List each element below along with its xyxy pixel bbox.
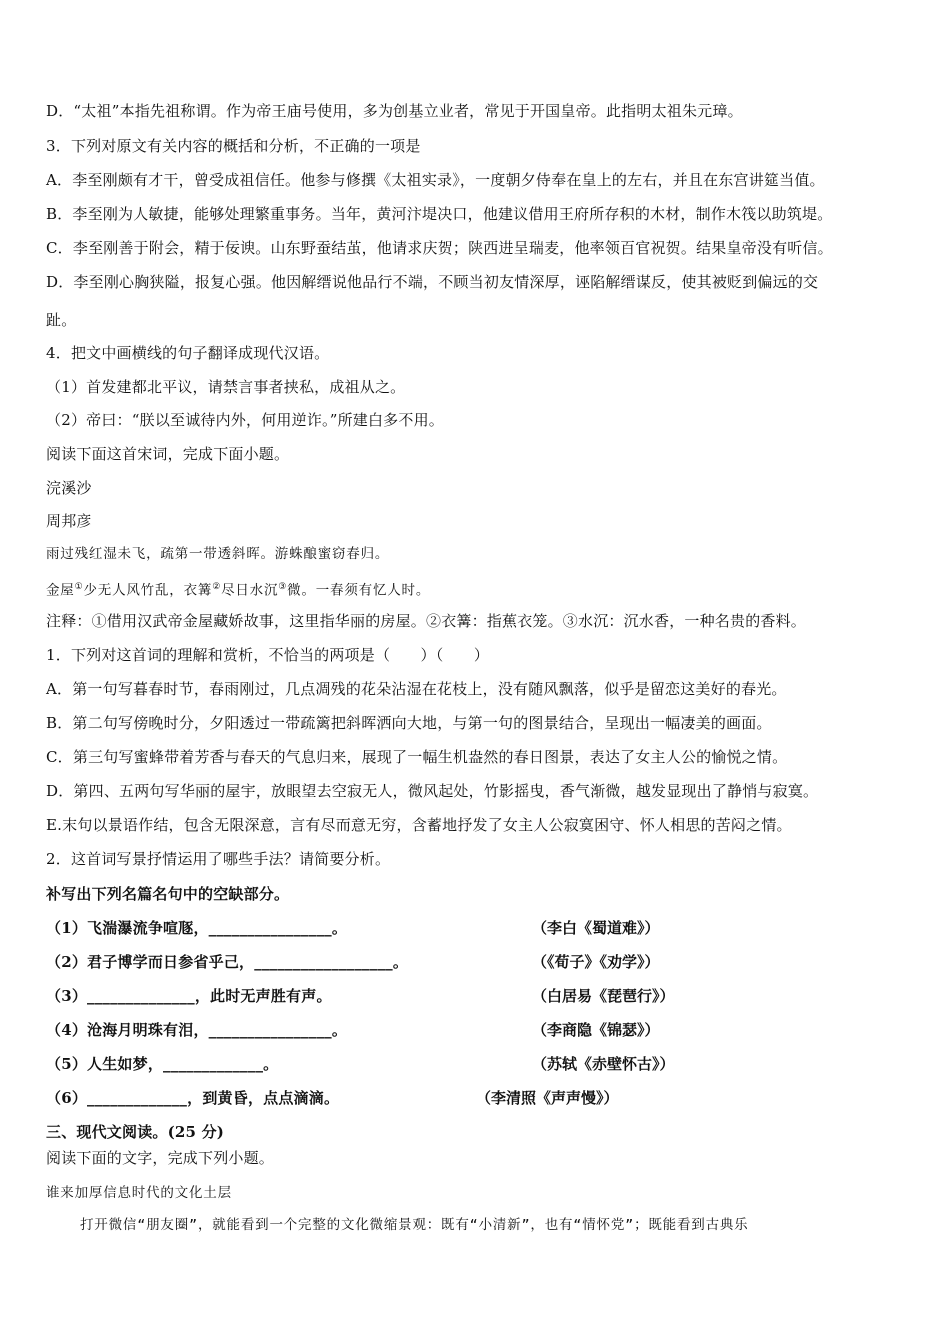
fill-source-3: （白居易《琵琶行》） xyxy=(532,987,675,1005)
section-3-heading: 三、现代文阅读。(25 分) xyxy=(46,1123,225,1141)
q4-sentence-1: （1）首发建都北平议，请禁言事者挟私，成祖从之。 xyxy=(46,378,406,396)
q4-stem: 4．把文中画横线的句子翻译成现代汉语。 xyxy=(46,344,330,362)
q2-option-d: D．“太祖”本指先祖称谓。作为帝王庙号使用，多为创基立业者，常见于开国皇帝。此指明太祖朱元璋。 xyxy=(46,102,743,120)
note-mark-2: ② xyxy=(212,582,222,592)
poem-q1-option-d: D．第四、五两句写华丽的屋宇，放眼望去空寂无人，微风起处，竹影摇曳，香气渐微，越发显现出了静悄与寂寞。 xyxy=(46,782,819,800)
note-mark-3: ③ xyxy=(278,582,288,592)
poem-q1-option-a: A．第一句写暮春时节，春雨刚过，几点凋残的花朵沾湿在花枝上，没有随风飘落，似乎是留恋这美好的春光。 xyxy=(46,680,787,698)
poem-q1-option-b: B．第二句写傍晚时分，夕阳透过一带疏篱把斜晖洒向大地，与第一句的图景结合，呈现出一幅凄美的画面。 xyxy=(46,714,772,732)
fill-source-5: （苏轼《赤壁怀古》） xyxy=(532,1055,675,1073)
q3-stem: 3．下列对原文有关内容的概括和分析，不正确的一项是 xyxy=(46,137,421,155)
fill-item-3: （3）______________，此时无声胜有声。 xyxy=(46,987,332,1005)
poem-line-1: 雨过残红湿未飞，疏第一带透斜晖。游蛛酿蜜窃春归。 xyxy=(46,546,390,562)
poem-title: 浣溪沙 xyxy=(46,479,92,497)
poem-line-2: 金屋①少无人风竹乱，衣篝②尽日水沉③微。一春须有忆人时。 xyxy=(46,582,431,599)
article-paragraph-1: 打开微信“朋友圈”，就能看到一个完整的文化微缩景观：既有“小清新”，也有“情怀党”；既能看到古典乐 xyxy=(80,1217,749,1233)
fill-source-6: （李清照《声声慢》） xyxy=(476,1089,619,1107)
q3-option-b: B．李至刚为人敏捷，能够处理繁重事务。当年，黄河汴堤决口，他建议借用王府所存积的木材，制作木筏以助筑堤。 xyxy=(46,205,833,223)
q4-sentence-2: （2）帝曰：“朕以至诚待内外，何用逆诈。”所建白多不用。 xyxy=(46,411,444,429)
fill-item-5: （5）人生如梦，_____________。 xyxy=(46,1055,279,1073)
q3-option-d-cont: 趾。 xyxy=(46,311,77,329)
fill-source-4: （李商隐《锦瑟》） xyxy=(532,1021,660,1039)
poem-notes: 注释：①借用汉武帝金屋藏娇故事，这里指华丽的房屋。②衣篝：指蕉衣笼。③水沉：沉水香，一种名贵的香料。 xyxy=(46,612,807,630)
section-3-intro: 阅读下面的文字，完成下列小题。 xyxy=(46,1149,275,1167)
fill-source-1: （李白《蜀道难》） xyxy=(532,919,660,937)
fill-item-6: （6）_____________，到黄昏，点点滴滴。 xyxy=(46,1089,340,1107)
article-title: 谁来加厚信息时代的文化土层 xyxy=(46,1185,232,1201)
fill-item-2: （2）君子博学而日参省乎己，__________________。 xyxy=(46,953,409,971)
fill-item-4: （4）沧海月明珠有泪，________________。 xyxy=(46,1021,348,1039)
q3-option-d: D．李至刚心胸狭隘，报复心强。他因解缙说他品行不端，不顾当初友情深厚，诬陷解缙谋反，使其被贬到偏远的交 xyxy=(46,273,819,291)
poem-q1-option-c: C．第三句写蜜蜂带着芳香与春天的气息归来，展现了一幅生机盎然的春日图景，表达了女主人公的愉悦之情。 xyxy=(46,748,788,766)
poem-q1-option-e: E.末句以景语作结，包含无限深意，言有尽而意无穷，含蓄地抒发了女主人公寂寞困守、怀人相思的苦闷之情。 xyxy=(46,816,792,834)
fill-item-1: （1）飞湍瀑流争喧豗，________________。 xyxy=(46,919,348,937)
poem-intro: 阅读下面这首宋词，完成下面小题。 xyxy=(46,445,290,463)
poem-author: 周邦彦 xyxy=(46,512,92,530)
fill-source-2: （《荀子》《劝学》） xyxy=(532,953,660,971)
note-mark-1: ① xyxy=(74,582,84,592)
fill-heading: 补写出下列名篇名句中的空缺部分。 xyxy=(46,885,290,903)
q3-option-c: C．李至刚善于附会，精于佞谀。山东野蚕结茧，他请求庆贺；陕西进呈瑞麦，他率领百官祝贺。结果皇帝没有听信。 xyxy=(46,239,833,257)
poem-q2-stem: 2．这首词写景抒情运用了哪些手法？请简要分析。 xyxy=(46,850,391,868)
q3-option-a: A．李至刚颇有才干，曾受成祖信任。他参与修撰《太祖实录》，一度朝夕侍奉在皇上的左右，并且在东宫讲筵当值。 xyxy=(46,171,825,189)
poem-q1-stem: 1．下列对这首词的理解和赏析，不恰当的两项是（ ）（ ） xyxy=(46,646,490,664)
